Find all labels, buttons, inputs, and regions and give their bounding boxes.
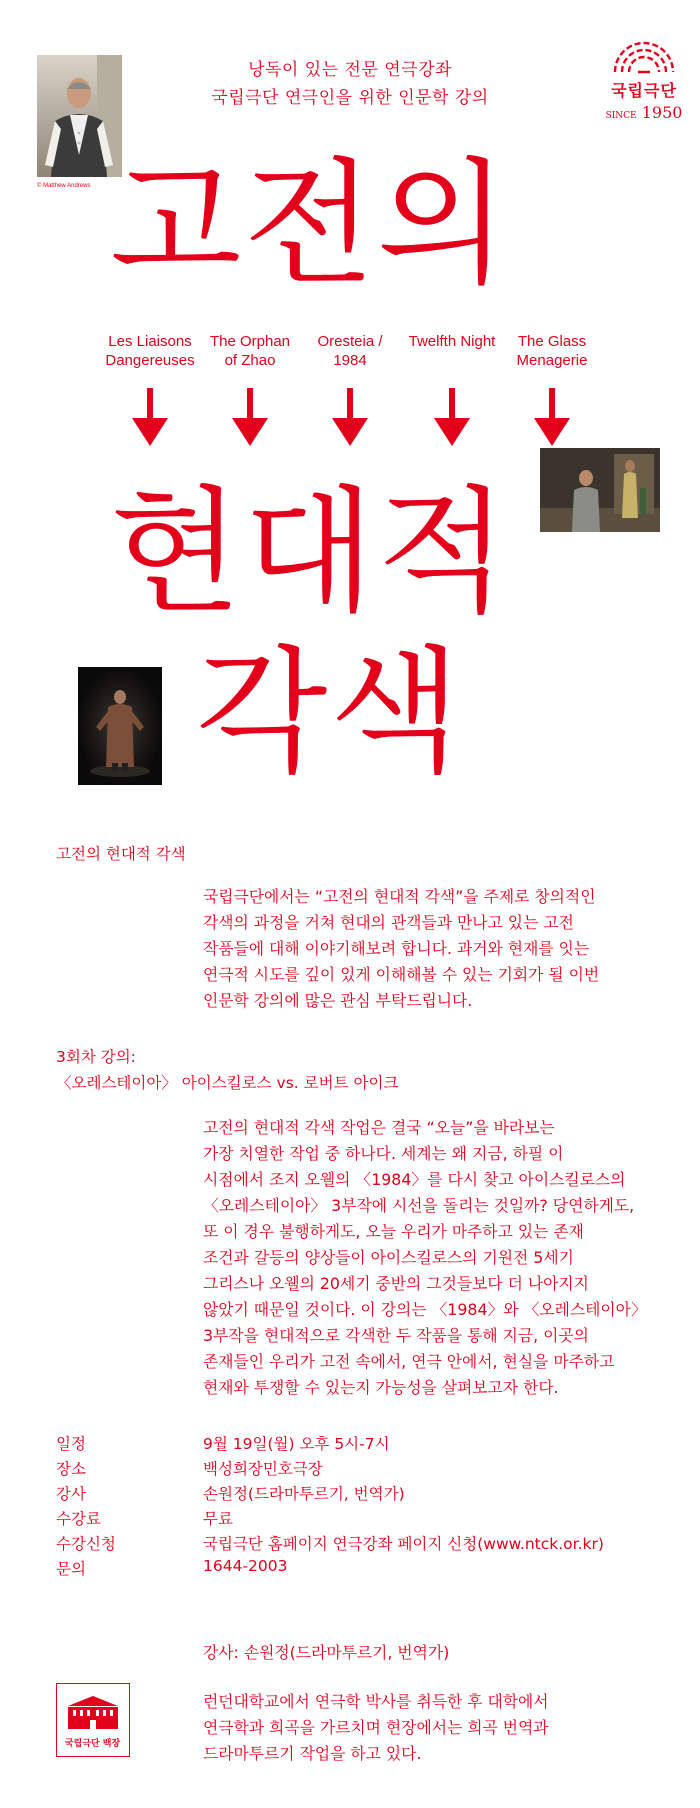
footer-logo-label: 국립극단 백장 <box>64 1739 121 1749</box>
lecture-line: 〈오레스테이아〉 3부작에 시선을 돌리는 것일까? 당연하게도, <box>203 1196 635 1215</box>
performer-photo <box>78 667 162 785</box>
info-row-contact <box>0 1557 700 1581</box>
intro-heading: 고전의 현대적 각색 <box>56 845 186 863</box>
info-row-lecturer <box>0 1482 700 1506</box>
logo-name: 국립극단 <box>611 81 677 100</box>
info-key: 수강료 <box>56 1510 101 1528</box>
subtitle-line-1: 낭독이 있는 전문 연극강좌 <box>248 60 452 80</box>
lecture-line: 고전의 현대적 각색 작업은 결국 “오늘”을 바라보는 <box>203 1118 555 1137</box>
info-value: 1644-2003 <box>203 1557 288 1575</box>
intro-line: 국립극단에서는 “고전의 현대적 각색”을 주제로 창의적인 <box>203 887 596 906</box>
subtitle-line-2: 국립극단 연극인을 위한 인문학 강의 <box>211 88 489 108</box>
info-key: 장소 <box>56 1460 86 1478</box>
intro-line: 인문학 강의에 많은 관심 부탁드립니다. <box>203 991 473 1010</box>
arrow-down-icon <box>332 388 368 446</box>
lecture-line: 또 이 경우 불행하게도, 오늘 우리가 마주하고 있는 존재 <box>203 1222 584 1241</box>
play-label-4: Twelfth Night <box>408 333 496 350</box>
lecture-paragraph <box>203 1115 673 1401</box>
logo-since-label: SINCE <box>605 111 637 121</box>
info-row-registration <box>0 1532 700 1556</box>
lecturer-line: 런던대학교에서 연극학 박사를 취득한 후 대학에서 <box>203 1692 549 1711</box>
arrow-down-icon <box>434 388 470 446</box>
info-value: 무료 <box>203 1510 233 1528</box>
arrow-down-icon <box>232 388 268 446</box>
ntck-logo <box>604 36 684 122</box>
info-row-venue <box>0 1457 700 1481</box>
lecturer-heading: 강사: 손원정(드라마투르기, 번역가) <box>203 1643 450 1662</box>
intro-line: 작품들에 대해 이야기해보려 합니다. 과거와 현재를 잇는 <box>203 939 590 958</box>
lecture-line: 현재와 투쟁할 수 있는지 가능성을 살펴보고자 한다. <box>203 1378 559 1397</box>
theater-building-icon <box>64 1694 122 1732</box>
theater-arcs-icon <box>609 36 679 76</box>
title-word-1: 고전의 <box>110 146 511 304</box>
info-value: 9월 19일(월) 오후 5시-7시 <box>203 1435 390 1453</box>
info-row-fee <box>0 1507 700 1531</box>
arrow-down-icon <box>132 388 168 446</box>
lecture-line: 존재들인 우리가 고전 속에서, 연극 안에서, 현실을 마주하고 <box>203 1352 615 1371</box>
lecturer-bio <box>203 1689 673 1767</box>
title-word-2: 현대적 <box>110 474 511 632</box>
stage-scene-photo <box>540 448 660 532</box>
lecture-line: 조건과 갈등의 양상들이 아이스킬로스의 기원전 5세기 <box>203 1248 574 1267</box>
info-value: 백성희장민호극장 <box>203 1460 323 1478</box>
intro-line: 연극적 시도를 깊이 있게 이해해볼 수 있는 기회가 될 이번 <box>203 965 600 984</box>
info-key: 수강신청 <box>56 1535 116 1553</box>
play-label-2: The Orphan of Zhao <box>209 333 291 369</box>
info-key: 강사 <box>56 1485 86 1503</box>
logo-since-year: 1950 <box>641 103 683 122</box>
lecture-line: 가장 치열한 작업 중 하나다. 세계는 왜 지금, 하필 이 <box>203 1144 564 1163</box>
info-key: 문의 <box>56 1560 86 1578</box>
arrow-down-icon <box>534 388 570 446</box>
info-row-schedule <box>0 1432 700 1456</box>
lecture-heading-2: 〈오레스테이아〉 아이스킬로스 vs. 로버트 아이크 <box>56 1074 399 1092</box>
play-label-3: Oresteia / 1984 <box>317 333 383 369</box>
lecture-line: 3부작을 현대적으로 각색한 두 작품을 통해 지금, 이곳의 <box>203 1326 589 1345</box>
info-value: 손원정(드라마투르기, 번역가) <box>203 1485 405 1503</box>
lecturer-line: 드라마투르기 작업을 하고 있다. <box>203 1744 422 1763</box>
lecture-line: 그리스나 오웰의 20세기 중반의 그것들보다 더 나아지지 <box>203 1274 589 1293</box>
lecture-heading-1: 3회차 강의: <box>56 1048 136 1066</box>
footer-theater-logo <box>56 1683 130 1757</box>
play-label-1: Les Liaisons Dangereuses <box>105 333 195 369</box>
intro-line: 각색의 과정을 거쳐 현대의 관객들과 만나고 있는 고전 <box>203 913 574 932</box>
info-key: 일정 <box>56 1435 86 1453</box>
title-word-3: 각색 <box>196 634 463 792</box>
info-value: 국립극단 홈페이지 연극강좌 페이지 신청(www.ntck.or.kr) <box>203 1535 604 1553</box>
lecture-line: 않았기 때문일 것이다. 이 강의는 〈1984〉와 〈오레스테이아〉 <box>203 1300 647 1319</box>
photo-credit: © Matthew Andrews <box>37 183 91 189</box>
lecturer-line: 연극학과 희곡을 가르치며 현장에서는 희곡 번역과 <box>203 1718 549 1737</box>
play-label-5: The Glass Menagerie <box>516 333 588 369</box>
lecture-line: 시점에서 조지 오웰의 〈1984〉를 다시 찾고 아이스킬로스의 <box>203 1170 626 1189</box>
intro-paragraph <box>203 884 673 1014</box>
